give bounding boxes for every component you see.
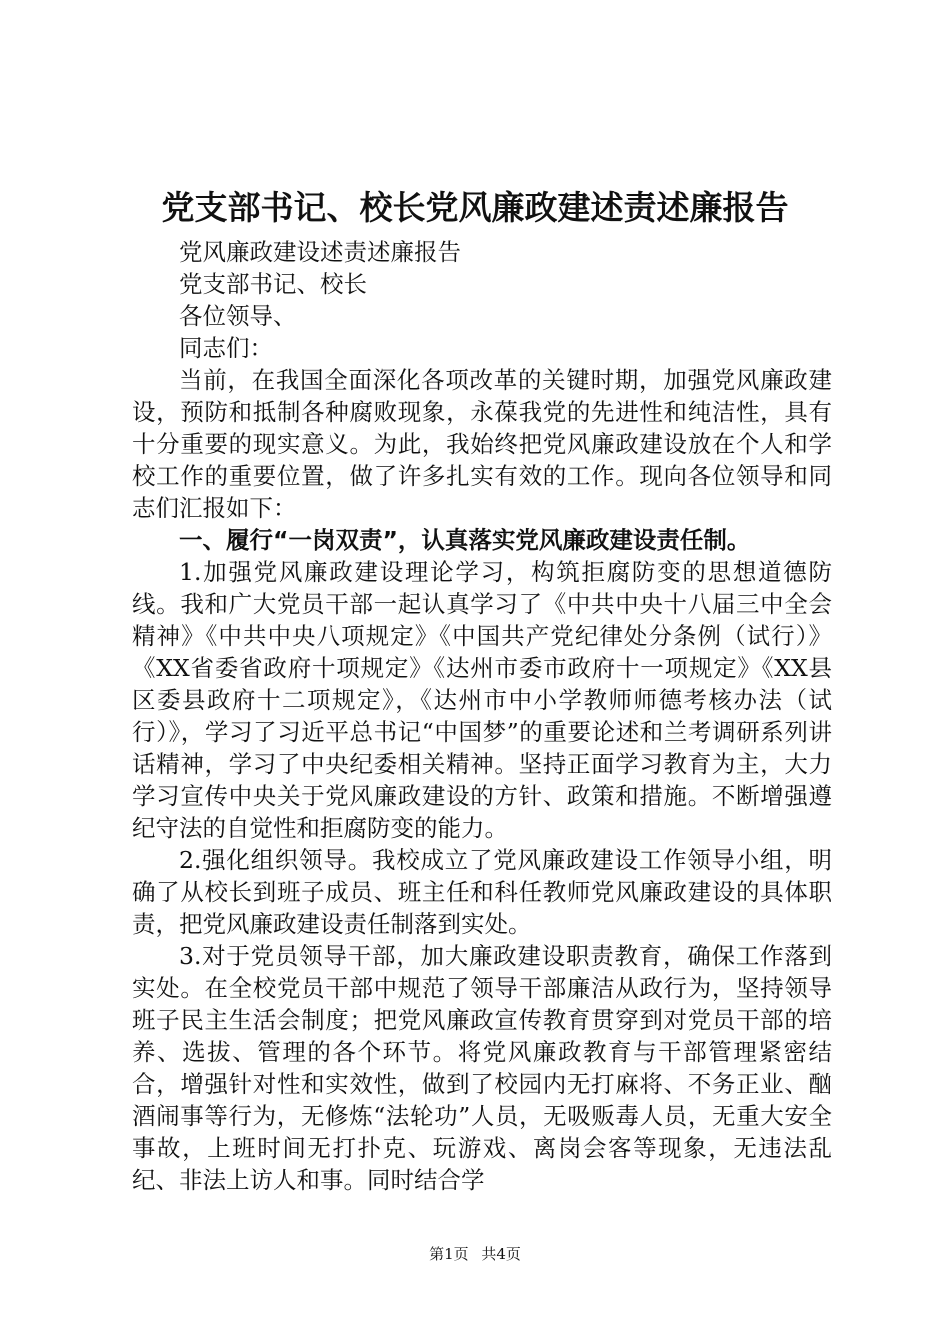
- paragraph-author-role: 党支部书记、校长: [179, 270, 367, 298]
- paragraph-item-3: 3.对于党员领导干部，加大廉政建设职责教育，确保工作落到实处。在全校党员干部中规范了领导干部廉洁从政行为，坚持领导班子民主生活会制度；把党风廉政宣传教育贯穿到对党员干部的培养、选拔、管理的各个环节。将党风廉政教育与干部管理紧密结合，增强针对性和实效性，做到了校园内无打麻将、不务正业、酗酒闹事等行为，无修炼“法轮功”人员，无吸贩毒人员，无重大安全事故，上班时间无打扑克、玩游戏、离岗会客等现象，无违法乱纪、非法上访人和事。同时结合学: [132, 942, 832, 1194]
- paragraph-item-2: 2.强化组织领导。我校成立了党风廉政建设工作领导小组，明确了从校长到班子成员、班主任和科任教师党风廉政建设的具体职责，把党风廉政建设责任制落到实处。: [132, 846, 832, 938]
- paragraph-salutation-comrades: 同志们：: [179, 334, 273, 362]
- page-total: 共4页: [481, 1245, 521, 1263]
- paragraph-intro: 当前，在我国全面深化各项改革的关键时期，加强党风廉政建设，预防和抵制各种腐败现象，永葆我党的先进性和纯洁性，具有十分重要的现实意义。为此，我始终把党风廉政建设放在个人和学校工作的重要位置，做了许多扎实有效的工作。现向各位领导和同志们汇报如下：: [132, 366, 832, 522]
- page-number: 第1页: [429, 1245, 469, 1263]
- paragraph-item-1: 1.加强党风廉政建设理论学习，构筑拒腐防变的思想道德防线。我和广大党员干部一起认真学习了《中共中央十八届三中全会精神》《中共中央八项规定》《中国共产党纪律处分条例（试行）》《XX省委省政府十项规定》《达州市委市政府十一项规定》《XX县区委县政府十二项规定》，《达州市中小学教师师德考核办法（试行）》，学习了习近平总书记“中国梦”的重要论述和兰考调研系列讲话精神，学习了中央纪委相关精神。坚持正面学习教育为主，大力学习宣传中央关于党风廉政建设的方针、政策和措施。不断增强遵纪守法的自觉性和拒腐防变的能力。: [132, 558, 832, 842]
- paragraph-report-name: 党风廉政建设述责述廉报告: [179, 238, 461, 266]
- document-title: 党支部书记、校长党风廉政建述责述廉报告: [161, 188, 789, 227]
- document-body: [132, 236, 832, 1196]
- page-footer: [0, 1244, 950, 1264]
- paragraph-salutation-leaders: 各位领导、: [179, 302, 297, 330]
- section-heading-1: 一、履行“一岗双责”，认真落实党风廉政建设责任制。: [179, 526, 751, 554]
